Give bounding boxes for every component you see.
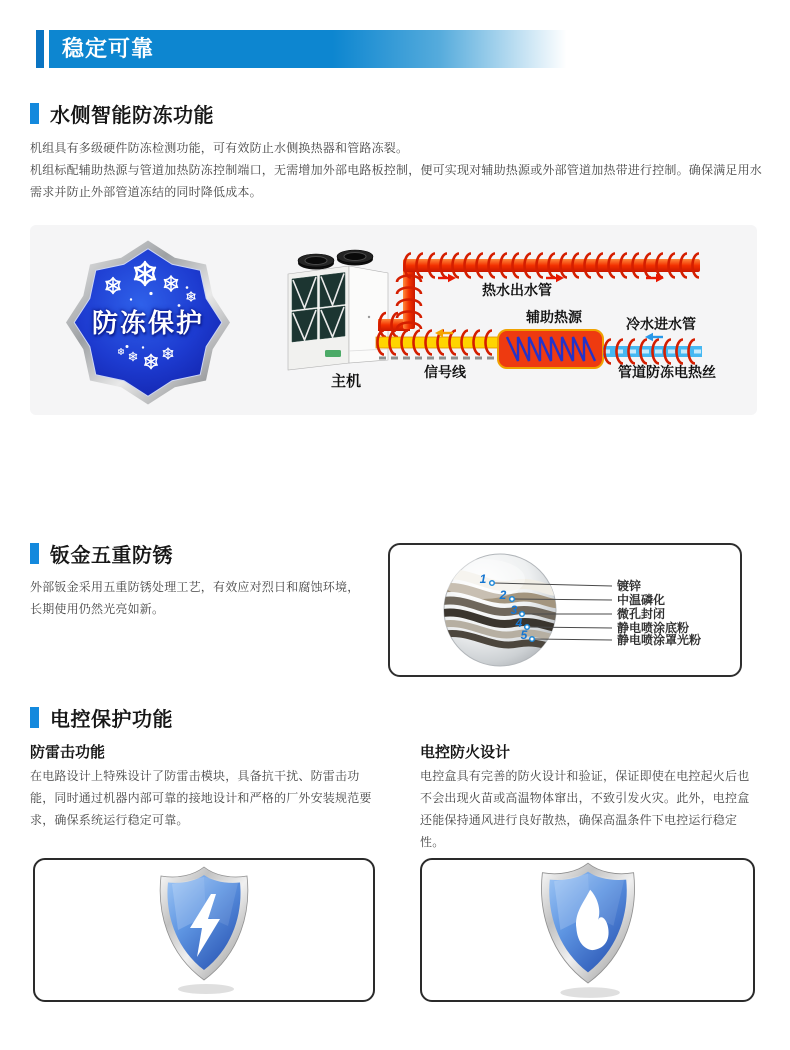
main-unit-label: 主机 — [330, 373, 362, 390]
layer-label: 中温磷化 — [617, 593, 666, 607]
heading-bullet-icon — [30, 103, 39, 124]
fire-design-title: 电控防火设计 — [420, 744, 511, 761]
shield-lightning-icon — [148, 864, 260, 996]
banner-background — [49, 30, 758, 68]
layer-number: 3 — [510, 603, 518, 617]
layer-number: 2 — [499, 588, 507, 602]
page-title: 稳定可靠 — [62, 36, 155, 61]
hot-flow-arrow-icon — [546, 274, 564, 282]
cold-flow-arrow-icon — [645, 333, 663, 341]
heating-wire-label: 管道防冻电热丝 — [618, 364, 716, 380]
heading-bullet-icon — [30, 707, 39, 728]
section3-heading — [30, 703, 173, 732]
lightning-protection-title: 防雷击功能 — [30, 744, 106, 761]
layer-label: 静电喷涂底粉 — [617, 621, 690, 635]
heading-bullet-icon — [30, 543, 39, 564]
layer-label: 微孔封闭 — [617, 607, 666, 621]
section2-heading — [30, 539, 173, 568]
layer-number: 1 — [479, 572, 487, 586]
section2-title: 钣金五重防锈 — [50, 545, 173, 567]
page-banner — [36, 30, 758, 68]
badge-label: 防冻保护 — [91, 308, 204, 338]
cold-water-inlet-label: 冷水进水管 — [626, 316, 696, 332]
section3-title: 电控保护功能 — [50, 709, 173, 731]
section1-paragraph-1: 机组具有多级硬件防冻检测功能，可有效防止水侧换热器和管路冻裂。 — [30, 141, 409, 155]
fire-design-paragraph: 电控盒具有完善的防火设计和验证，保证即使在电控起火后也不会出现火苗或高温物体窜出，不致引发火灾。此外，电控盒还能保持通风进行良好散热，确保高温条件下电控运行稳定性。 — [420, 769, 750, 849]
aux-heat-label: 辅助热源 — [526, 309, 582, 325]
shield-flame-icon — [528, 860, 648, 1000]
layer-number: 5 — [520, 628, 528, 642]
section1-paragraph-2: 机组标配辅助热源与管道加热防冻控制端口，无需增加外部电路板控制，便可实现对辅助热源或外部管道加热带进行控制。确保满足用水需求并防止外部管道冻结的同时降低成本。 — [30, 163, 763, 199]
lightning-protection-paragraph: 在电路设计上特殊设计了防雷击模块，具备抗干扰、防雷击功能，同时通过机器内部可靠的接地设计和严格的厂外安装规范要求，确保系统运行稳定可靠。 — [30, 769, 372, 827]
coating-layers-sphere — [390, 545, 740, 675]
rust-proof-layers-figure — [388, 543, 742, 677]
hot-water-outlet-label: 热水出水管 — [482, 282, 552, 298]
section1-title: 水侧智能防冻功能 — [50, 105, 214, 127]
layer-label: 静电喷涂罩光粉 — [617, 633, 702, 647]
signal-line-label: 信号线 — [424, 364, 466, 380]
section1-heading — [30, 99, 214, 128]
layer-label: 镀锌 — [617, 579, 642, 593]
hot-flow-arrow-icon — [438, 274, 456, 282]
fire-shield-panel — [420, 858, 755, 1002]
section2-paragraph: 外部钣金采用五重防锈处理工艺，有效应对烈日和腐蚀环境，长期使用仍然光亮如新。 — [30, 580, 360, 616]
lightning-shield-panel — [33, 858, 375, 1002]
antifreeze-diagram-panel — [30, 225, 757, 415]
layer-number: 4 — [515, 616, 523, 630]
banner-accent-bar — [36, 30, 44, 68]
